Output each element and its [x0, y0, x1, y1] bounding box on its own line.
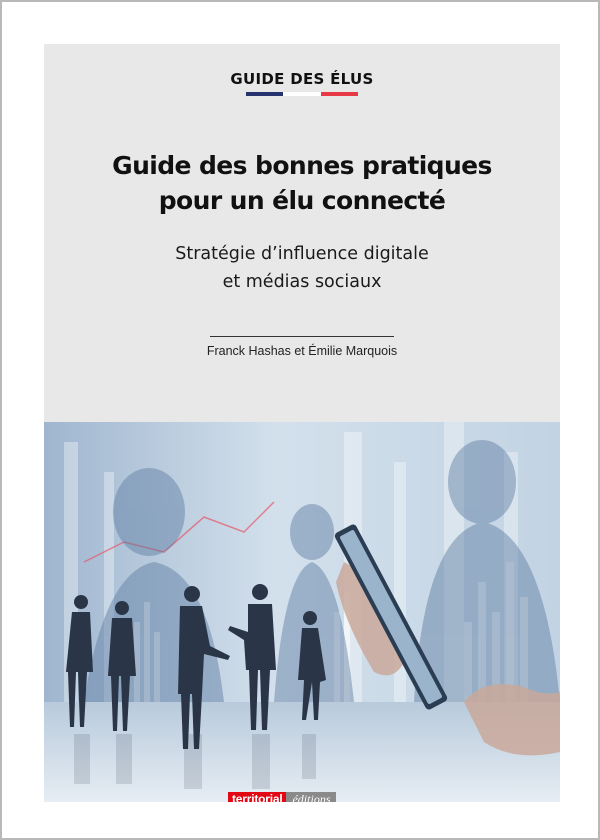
publisher-logo: [228, 792, 336, 802]
book-title-line-1: Guide des bonnes pratiques: [112, 151, 492, 180]
flag-stripe-white: [283, 92, 320, 96]
publisher-brand: territorial: [228, 792, 286, 802]
book-subtitle: [54, 240, 550, 296]
book-subtitle-line-2: et médias sociaux: [222, 272, 382, 292]
book-title: [54, 148, 550, 218]
book-cover: [44, 44, 560, 802]
cover-photo: [44, 422, 560, 802]
tricolor-underline: [246, 92, 358, 96]
authors: Franck Hashas et Émilie Marquois: [206, 344, 398, 358]
series-title: GUIDE DES ÉLUS: [230, 70, 374, 88]
flag-stripe-red: [321, 92, 358, 96]
book-subtitle-line-1: Stratégie d’influence digitale: [175, 244, 429, 264]
business-people-illustration: [44, 422, 560, 802]
flag-stripe-blue: [246, 92, 283, 96]
book-title-line-2: pour un élu connecté: [158, 186, 446, 215]
publisher-imprint: éditions: [286, 792, 336, 802]
author-divider: [210, 336, 394, 337]
